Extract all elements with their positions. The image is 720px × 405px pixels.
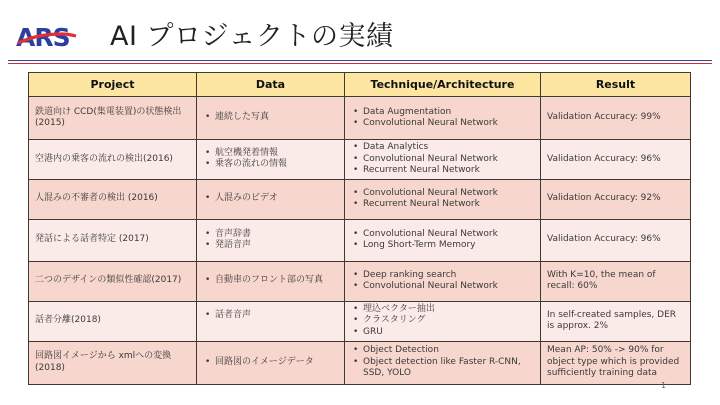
technique-cell	[345, 261, 541, 301]
technique-cell	[345, 97, 541, 140]
projects-table	[28, 72, 691, 385]
data-item: • 発語音声	[203, 240, 338, 252]
data-cell	[197, 179, 345, 219]
table-row	[29, 219, 691, 261]
page-title: AI プロジェクトの実績	[110, 21, 394, 52]
data-item: • 自動車のフロント部の写真	[203, 275, 338, 287]
technique-item: • Object Detection	[351, 345, 534, 357]
column-header-technique: Technique/Architecture	[345, 73, 541, 97]
project-cell: 鉄道向け CCD(集電装置)の状態検出 (2015)	[29, 97, 197, 140]
project-cell: 空港内の乗客の流れの検出(2016)	[29, 140, 197, 180]
technique-item: • Convolutional Neural Network	[351, 118, 534, 130]
technique-item: • Convolutional Neural Network	[351, 188, 534, 200]
data-item: • 航空機発着情報	[203, 148, 338, 160]
column-header-data: Data	[197, 73, 345, 97]
project-cell: 人混みの不審者の検出 (2016)	[29, 179, 197, 219]
header-divider-blue	[8, 60, 712, 61]
technique-cell	[345, 219, 541, 261]
technique-item: • Data Augmentation	[351, 107, 534, 119]
technique-item: • Recurrent Neural Network	[351, 165, 534, 177]
result-cell: Validation Accuracy: 92%	[541, 179, 691, 219]
technique-item: • Convolutional Neural Network	[351, 281, 534, 293]
data-item: • 連続した写真	[203, 112, 338, 124]
technique-item: • Convolutional Neural Network	[351, 229, 534, 241]
table-header-row	[29, 73, 691, 97]
column-header-result: Result	[541, 73, 691, 97]
technique-cell	[345, 179, 541, 219]
result-cell: Mean AP: 50% -> 90% for object type which is provided sufficiently training data	[541, 341, 691, 384]
data-cell	[197, 341, 345, 384]
project-cell: 回路図イメージから xmlへの変換 (2018)	[29, 341, 197, 384]
data-item: • 回路図のイメージデータ	[203, 357, 338, 369]
data-cell	[197, 261, 345, 301]
svg-text:ARS: ARS	[16, 23, 70, 50]
result-cell: In self-created samples, DER is approx. 2%	[541, 301, 691, 341]
result-cell: With K=10, the mean of recall: 60%	[541, 261, 691, 301]
project-cell: 二つのデザインの類似性確認(2017)	[29, 261, 197, 301]
table-row	[29, 140, 691, 180]
data-cell	[197, 219, 345, 261]
technique-item: • 埋込ベクター抽出	[351, 304, 534, 316]
technique-cell	[345, 301, 541, 341]
result-cell: Validation Accuracy: 96%	[541, 140, 691, 180]
technique-item: • Convolutional Neural Network	[351, 154, 534, 166]
data-item: • 人混みのビデオ	[203, 193, 338, 205]
project-cell: 発話による話者特定 (2017)	[29, 219, 197, 261]
data-item: • 話者音声	[203, 310, 338, 322]
table-row	[29, 341, 691, 384]
header-divider-red	[8, 63, 712, 64]
table-row	[29, 261, 691, 301]
project-cell: 話者分離(2018)	[29, 301, 197, 341]
slide-number: 1	[661, 381, 667, 390]
column-header-project: Project	[29, 73, 197, 97]
data-cell	[197, 97, 345, 140]
technique-item: • Recurrent Neural Network	[351, 199, 534, 211]
result-cell: Validation Accuracy: 99%	[541, 97, 691, 140]
technique-cell	[345, 341, 541, 384]
table-row	[29, 301, 691, 341]
technique-item: • Long Short-Term Memory	[351, 240, 534, 252]
technique-item: • Data Analytics	[351, 142, 534, 154]
technique-item: • クラスタリング	[351, 315, 534, 327]
data-cell	[197, 301, 345, 341]
table-row	[29, 97, 691, 140]
technique-item: • Deep ranking search	[351, 270, 534, 282]
table-row	[29, 179, 691, 219]
technique-cell	[345, 140, 541, 180]
data-item: • 音声辞書	[203, 229, 338, 241]
data-item: • 乗客の流れの情報	[203, 159, 338, 171]
ars-logo	[16, 22, 82, 50]
data-cell	[197, 140, 345, 180]
technique-item: • GRU	[351, 327, 534, 339]
technique-item: • Object detection like Faster R-CNN, SSD, YOLO	[351, 357, 534, 380]
result-cell: Validation Accuracy: 96%	[541, 219, 691, 261]
